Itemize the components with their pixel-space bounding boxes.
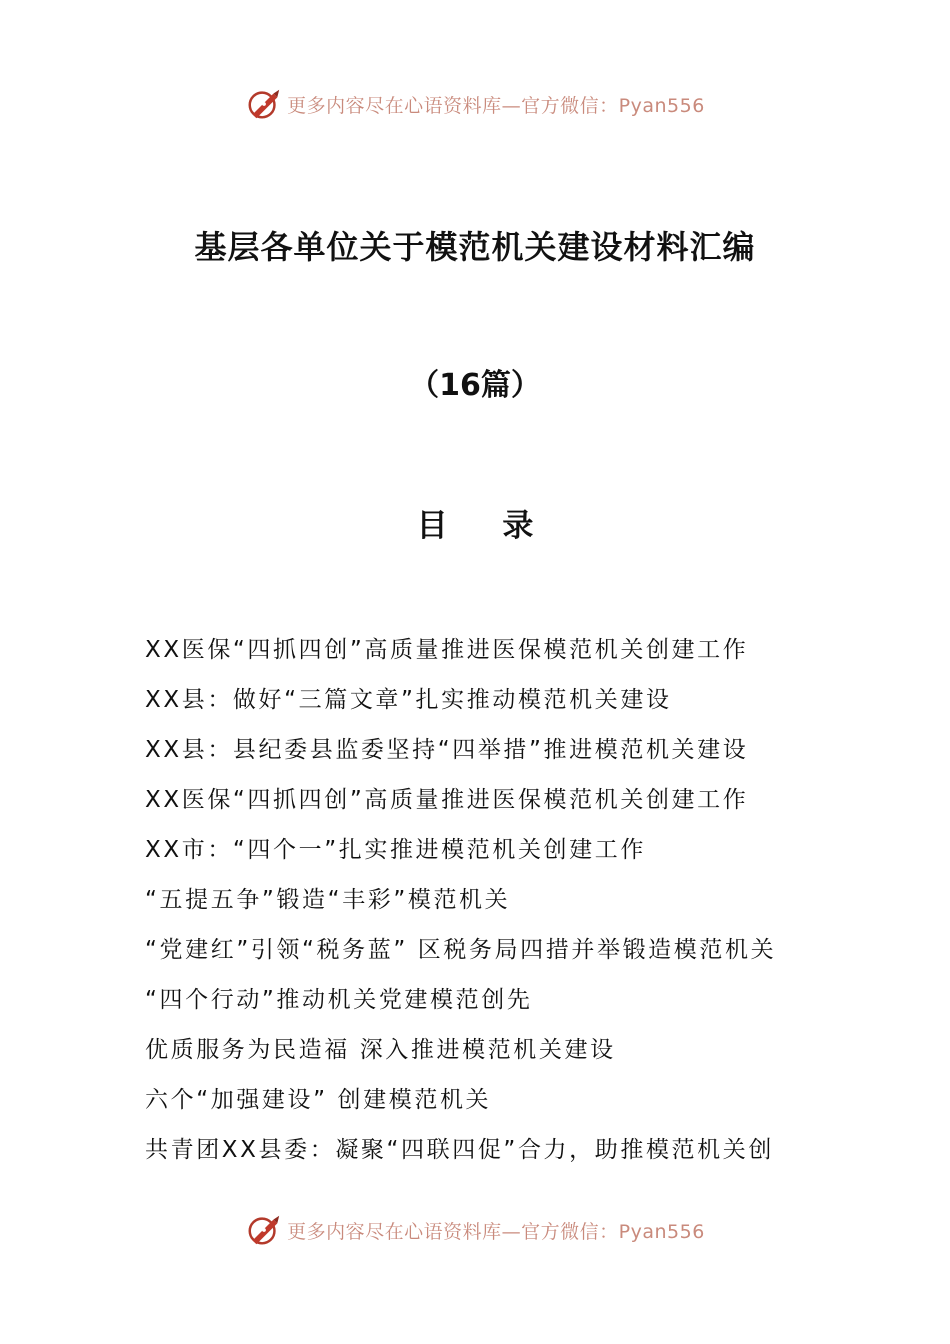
toc-item[interactable]: 优质服务为民造福 深入推进模范机关建设: [145, 1037, 616, 1063]
watermark-text: 更多内容尽在心语资料库—官方微信：Pyan556: [287, 94, 705, 117]
pen-nib-circle-icon: [245, 85, 283, 123]
document-subtitle: （16篇）: [409, 368, 541, 403]
toc-item[interactable]: XX医保“四抓四创”高质量推进医保模范机关创建工作: [145, 787, 749, 813]
toc-heading: 目 录: [416, 508, 556, 544]
pen-nib-circle-icon: [245, 1211, 283, 1249]
toc-item[interactable]: XX市：“四个一”扎实推进模范机关创建工作: [145, 837, 646, 863]
document-title: 基层各单位关于模范机关建设材料汇编: [194, 228, 756, 266]
toc-item[interactable]: “四个行动”推动机关党建模范创先: [145, 987, 533, 1013]
watermark-banner-top: [0, 82, 950, 126]
toc-item[interactable]: XX医保“四抓四创”高质量推进医保模范机关创建工作: [145, 637, 749, 663]
watermark-text: 更多内容尽在心语资料库—官方微信：Pyan556: [287, 1220, 705, 1243]
toc-item[interactable]: 共青团XX县委：凝聚“四联四促”合力，助推模范机关创: [145, 1137, 774, 1163]
table-of-contents: [145, 628, 845, 1178]
toc-item[interactable]: XX县：县纪委县监委坚持“四举措”推进模范机关建设: [145, 737, 749, 763]
toc-item[interactable]: XX县：做好“三篇文章”扎实推动模范机关建设: [145, 687, 672, 713]
toc-item[interactable]: “五提五争”锻造“丰彩”模范机关: [145, 887, 511, 913]
toc-item[interactable]: “党建红”引领“税务蓝” 区税务局四措并举锻造模范机关: [145, 937, 777, 963]
toc-item[interactable]: 六个“加强建设” 创建模范机关: [145, 1087, 492, 1113]
watermark-banner-bottom: [0, 1208, 950, 1252]
